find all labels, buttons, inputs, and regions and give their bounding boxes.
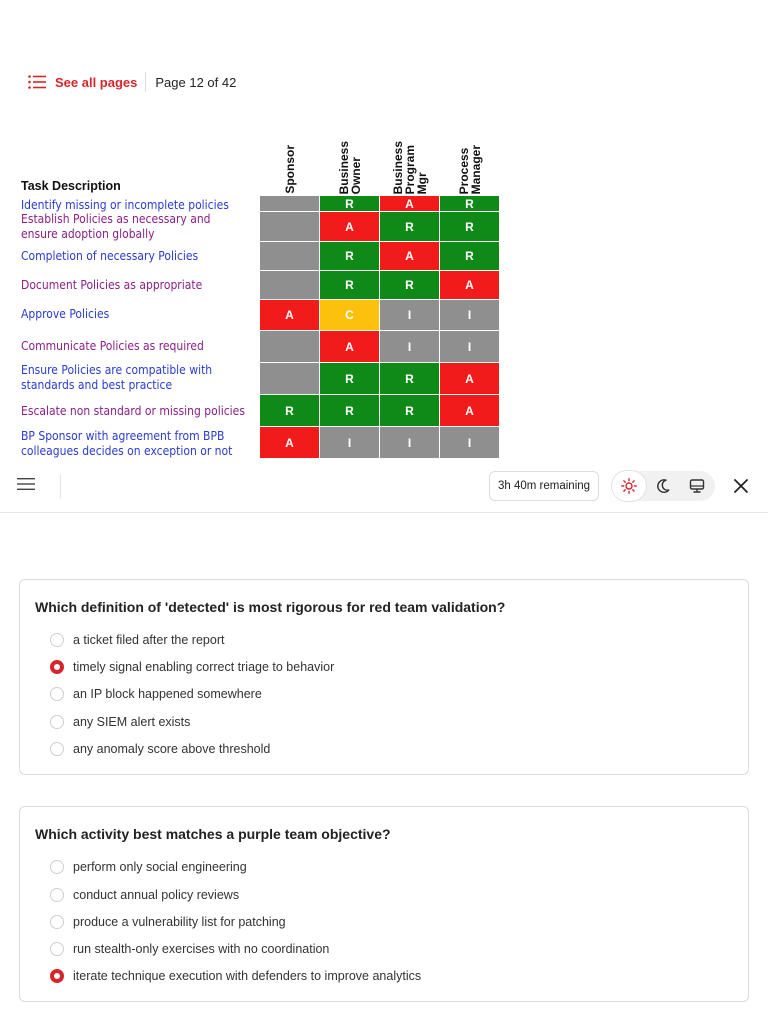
question-card-1 [19,579,749,775]
matrix-cell: C [320,300,380,331]
matrix-cell: R [320,395,380,427]
matrix-cell: R [440,196,500,212]
answer-option-label: an IP block happened somewhere [73,687,262,701]
answer-option[interactable] [50,684,262,704]
theme-switcher [612,471,715,501]
matrix-cell: A [440,363,500,395]
page-navigation [28,70,236,94]
system-theme-button[interactable] [680,471,714,501]
answer-option[interactable] [50,630,224,650]
question-text: Which activity best matches a purple team objective? [35,826,391,842]
matrix-cell: R [260,395,320,427]
matrix-row-label: Escalate non standard or missing policies [21,404,245,418]
matrix-cell: A [380,196,440,212]
matrix-cell: A [260,300,320,331]
matrix-cell: R [320,363,380,395]
question-card-2 [19,806,749,1002]
matrix-cell: A [440,271,500,300]
answer-option[interactable] [50,966,421,986]
radio-button[interactable] [50,687,64,701]
matrix-cell: I [440,300,500,331]
matrix-column-header-label: Business Owner [337,140,363,194]
matrix-row-label: Ensure Policies are compatible with standards and best practice [21,363,213,392]
task-description-header: Task Description [21,179,121,193]
see-all-pages-label: See all pages [55,74,138,90]
matrix-cell [260,196,320,212]
answer-option[interactable] [50,912,286,932]
matrix-cell: A [440,395,500,427]
list-icon [28,75,46,89]
answer-option[interactable] [50,712,190,732]
matrix-cell: R [320,242,380,271]
matrix-cell: I [380,331,440,363]
answer-option[interactable] [50,939,329,959]
toolbar [0,460,768,513]
matrix-cell [260,271,320,300]
see-all-pages-button[interactable] [28,75,137,90]
moon-icon [655,478,671,494]
matrix-cell: A [320,331,380,363]
matrix-column-header [440,126,500,194]
light-theme-button[interactable] [612,471,646,501]
answer-option[interactable] [50,739,270,759]
menu-button[interactable] [17,477,35,496]
answer-option-label: run stealth-only exercises with no coordination [73,942,330,956]
matrix-cell: A [320,212,380,242]
matrix-cell: I [380,427,440,459]
sun-icon [621,478,637,494]
answer-option-label: a ticket filed after the report [73,633,225,647]
answer-option-label: produce a vulnerability list for patching [73,915,286,929]
question-text: Which definition of 'detected' is most rigorous for red team validation? [35,599,506,615]
answer-option-label: iterate technique execution with defenders to improve analytics [73,969,422,983]
matrix-cell: R [440,212,500,242]
matrix-cell: R [320,196,380,212]
matrix-cell: A [260,427,320,459]
radio-button[interactable] [50,742,64,756]
matrix-cell: R [380,271,440,300]
matrix-row-label: Identify missing or incomplete policies [21,198,229,212]
matrix-row-label: BP Sponsor with agreement from BPB colleagues decides on exception or not [21,429,233,458]
matrix-cell: R [320,271,380,300]
close-button[interactable] [731,476,751,501]
matrix-row-label: Document Policies as appropriate [21,278,203,292]
raci-matrix [0,120,520,460]
matrix-row-label: Approve Policies [21,307,110,321]
nav-divider [145,72,146,92]
time-remaining-badge: 3h 40m remaining [489,471,599,501]
answer-option-label: any SIEM alert exists [73,715,191,729]
answer-option[interactable] [50,885,239,905]
matrix-cell: I [380,300,440,331]
radio-button[interactable] [50,715,64,729]
dark-theme-button[interactable] [646,471,680,501]
matrix-cell: R [380,212,440,242]
answer-option-label: any anomaly score above threshold [73,742,271,756]
radio-button[interactable] [50,660,64,674]
radio-button[interactable] [50,942,64,956]
answer-option[interactable] [50,857,247,877]
close-icon [731,476,751,496]
matrix-row-label: Completion of necessary Policies [21,249,199,263]
answer-option-label: conduct annual policy reviews [73,888,240,902]
matrix-column-header-label: Sponsor [283,145,297,194]
radio-button[interactable] [50,915,64,929]
matrix-cell [260,242,320,271]
answer-option[interactable] [50,657,334,677]
matrix-cell: R [380,363,440,395]
matrix-row-label: Communicate Policies as required [21,339,204,353]
toolbar-divider [60,474,61,498]
hamburger-icon [17,477,35,491]
matrix-cell: R [440,242,500,271]
matrix-cell: R [380,395,440,427]
matrix-cell: I [320,427,380,459]
matrix-column-header-label: Business Program Mgr [391,140,429,194]
page-indicator: Page 12 of 42 [155,74,237,90]
matrix-cell: I [440,331,500,363]
monitor-icon [689,478,705,494]
radio-button[interactable] [50,969,64,983]
matrix-cell [260,363,320,395]
matrix-column-header [260,126,320,194]
matrix-cell [260,331,320,363]
matrix-cell: I [440,427,500,459]
matrix-row-label: Establish Policies as necessary and ensure adoption globally [21,212,211,241]
matrix-column-header [320,126,380,194]
radio-button[interactable] [50,633,64,647]
answer-option-label: perform only social engineering [73,860,247,874]
radio-button[interactable] [50,888,64,902]
matrix-column-header [380,126,440,194]
radio-button[interactable] [50,860,64,874]
matrix-cell: A [380,242,440,271]
matrix-column-header-label: Process Manager [457,144,483,194]
answer-option-label: timely signal enabling correct triage to behavior [73,660,335,674]
matrix-cell [260,212,320,242]
